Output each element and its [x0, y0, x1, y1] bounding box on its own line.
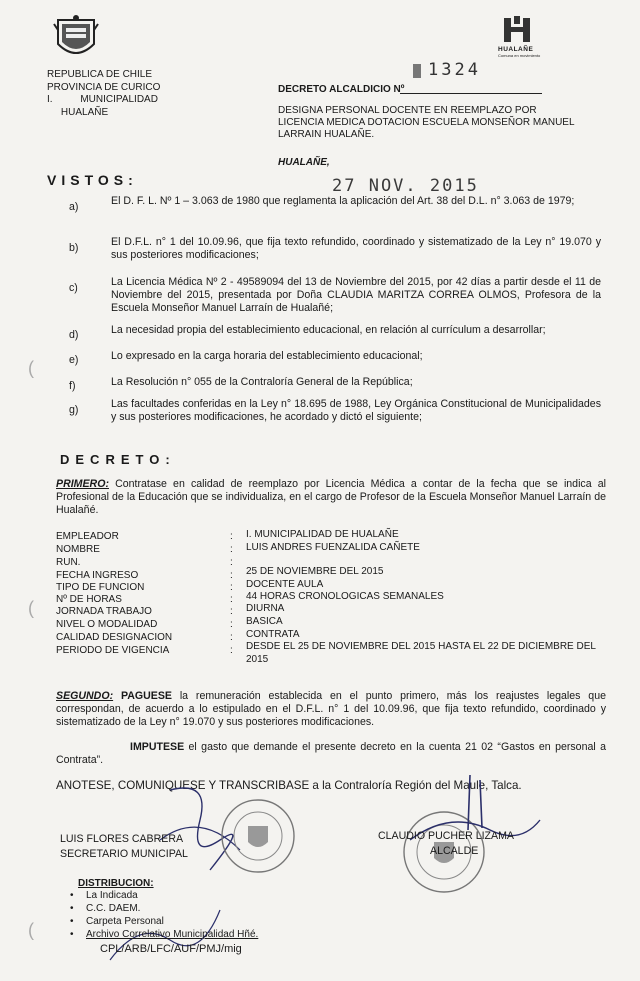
- field-colon: :: [230, 619, 233, 630]
- header-institution: REPUBLICA DE CHILE PROVINCIA DE CURICO I. MUNICIPALIDAD HUALAÑE: [47, 69, 161, 118]
- imputese-paragraph: [56, 741, 606, 767]
- segundo-bold: PAGUESE: [113, 690, 172, 702]
- field-key: NIVEL O MODALIDAD: [56, 619, 158, 630]
- logo-name: HUALAÑE: [498, 46, 534, 53]
- logo-tagline: Comuna en movimiento: [498, 53, 541, 58]
- field-colon: :: [230, 544, 233, 555]
- bullet: •: [70, 903, 74, 914]
- vistos-letter: e): [69, 354, 79, 366]
- field-key: RUN.: [56, 557, 81, 568]
- field-colon: :: [230, 582, 233, 593]
- field-value: DOCENTE AULA: [246, 579, 324, 590]
- field-key: JORNADA TRABAJO: [56, 606, 152, 617]
- distribucion-heading: DISTRIBUCION:: [78, 878, 154, 889]
- decreto-number-line: [400, 93, 542, 94]
- imputese-text: el gasto que demande el presente decreto en la cuenta 21 02 “Gastos en personal a Contrata”.: [56, 741, 606, 766]
- vistos-item: Lo expresado en la carga horaria del establecimiento educacional;: [111, 350, 423, 362]
- field-colon: :: [230, 570, 233, 581]
- field-value: DESDE EL 25 DE NOVIEMBRE DEL 2015 HASTA EL 22 DE DICIEMBRE DEL 2015: [246, 641, 596, 665]
- field-key: FECHA INGRESO: [56, 570, 139, 581]
- field-colon: :: [230, 594, 233, 605]
- distribucion-item: Archivo Correlativo Municipalidad Hñé.: [86, 929, 259, 940]
- vistos-letter: b): [69, 242, 79, 254]
- field-value: 25 DE NOVIEMBRE DEL 2015: [246, 566, 384, 577]
- vistos-letter: c): [69, 282, 78, 294]
- segundo-text: la remuneración establecida en el punto primero, más los reajustes legales que correspondan, de acuerdo a lo estipulado en el D.F.L. n° 1 del 10.09.96, que fija texto refundido, coordinado y sistematizado de la Ley n° 19.070 y sus posteriores modificaciones.: [56, 690, 606, 728]
- vistos-letter: d): [69, 329, 79, 341]
- vistos-letter: g): [69, 404, 79, 416]
- initials: CPL/ARB/LFC/AUF/PMJ/mig: [100, 943, 242, 955]
- field-value: LUIS ANDRES FUENZALIDA CAÑETE: [246, 542, 420, 553]
- primero-text: Contratase en calidad de reemplazo por Licencia Médica a contar de la fecha que se indica al Profesional de la Educación que se individualiza, en el cargo de Profesor de la Escuela Monseñor Manuel Larraín de Hualañé.: [56, 478, 606, 516]
- distribucion-item: Carpeta Personal: [86, 916, 164, 927]
- bullet: •: [70, 929, 74, 940]
- field-key: CALIDAD DESIGNACION: [56, 632, 173, 643]
- vistos-item: La Licencia Médica Nº 2 - 49589094 del 13 de Noviembre del 2015, por 42 días a partir desde el 11 de Noviembre del 2015, presentada por Doña CLAUDIA MARITZA CORREA OLMOS, Profesora de la Escuela Monseñor Manuel Larraín de Hualañé;: [111, 276, 601, 314]
- decreto-subject: DESIGNA PERSONAL DOCENTE EN REEMPLAZO POR LICENCIA MEDICA DOTACION ESCUELA MONSEÑOR MANUEL LARRAIN HUALAÑE.: [278, 105, 575, 140]
- field-value: 44 HORAS CRONOLOGICAS SEMANALES: [246, 591, 444, 602]
- vistos-item: El D.F.L. n° 1 del 10.09.96, que fija texto refundido, coordinado y sistematizado de la Ley n° 19.070 y sus posteriores modificaciones;: [111, 236, 601, 261]
- signature-right-title: ALCALDE: [430, 845, 479, 857]
- vistos-item: La necesidad propia del establecimiento educacional, en relación al currículum a desarrollar;: [111, 324, 546, 336]
- binder-hole-mark: (: [28, 920, 34, 940]
- decreto-number: 1324: [428, 60, 481, 80]
- closing-line: ANOTESE, COMUNIQUESE Y TRANSCRIBASE a la Contraloría Región del Maule, Talca.: [56, 779, 522, 792]
- municipal-seal-left-icon: [218, 796, 298, 876]
- vistos-item: El D. F. L. Nº 1 – 3.063 de 1980 que reglamenta la aplicación del Art. 38 del D.L. n° 3.063 de 1979;: [111, 195, 575, 207]
- place: HUALAÑE,: [278, 157, 330, 168]
- field-key: EMPLEADOR: [56, 531, 119, 542]
- primero-label: PRIMERO:: [56, 478, 109, 490]
- stamp-mark: [413, 64, 421, 78]
- field-key: Nº DE HORAS: [56, 594, 122, 605]
- vistos-letter: a): [69, 201, 79, 213]
- field-colon: :: [230, 531, 233, 542]
- vistos-item: La Resolución n° 055 de la Contraloría General de la República;: [111, 376, 413, 388]
- binder-hole-mark: (: [28, 358, 34, 378]
- field-key: TIPO DE FUNCION: [56, 582, 145, 593]
- vistos-heading: VISTOS:: [47, 172, 138, 188]
- decreto-label: DECRETO ALCALDICIO Nº: [278, 84, 405, 95]
- decreto-heading: DECRETO:: [60, 452, 176, 467]
- distribucion-item: La Indicada: [86, 890, 138, 901]
- segundo-label: SEGUNDO:: [56, 690, 114, 702]
- field-colon: :: [230, 557, 233, 568]
- vistos-letter: f): [69, 380, 76, 392]
- hualane-logo-icon: [500, 16, 534, 44]
- field-value: DIURNA: [246, 603, 285, 614]
- bullet: •: [70, 890, 74, 901]
- imputese-bold: IMPUTESE: [130, 741, 185, 753]
- vistos-item: Las facultades conferidas en la Ley n° 18.695 de 1988, Ley Orgánica Constitucional de Municipalidades y sus posteriores modificaciones, he acordado y dictó el siguiente;: [111, 398, 601, 423]
- field-colon: :: [230, 632, 233, 643]
- distribucion-item: C.C. DAEM.: [86, 903, 141, 914]
- primero-paragraph: [56, 478, 606, 517]
- date-stamp: 27 NOV. 2015: [332, 176, 479, 196]
- field-value: CONTRATA: [246, 629, 300, 640]
- signature-right-name: CLAUDIO PUCHER LIZAMA: [378, 830, 514, 842]
- segundo-paragraph: [56, 690, 606, 729]
- signature-left-title: SECRETARIO MUNICIPAL: [60, 848, 188, 860]
- field-value: I. MUNICIPALIDAD DE HUALAÑE: [246, 529, 399, 540]
- field-value: BASICA: [246, 616, 283, 627]
- field-key: PERIODO DE VIGENCIA: [56, 645, 170, 656]
- binder-hole-mark: (: [28, 598, 34, 618]
- field-key: NOMBRE: [56, 544, 100, 555]
- municipal-crest-icon: [52, 14, 100, 64]
- bullet: •: [70, 916, 74, 927]
- field-colon: :: [230, 645, 233, 656]
- field-colon: :: [230, 606, 233, 617]
- signature-left-name: LUIS FLORES CABRERA: [60, 833, 184, 845]
